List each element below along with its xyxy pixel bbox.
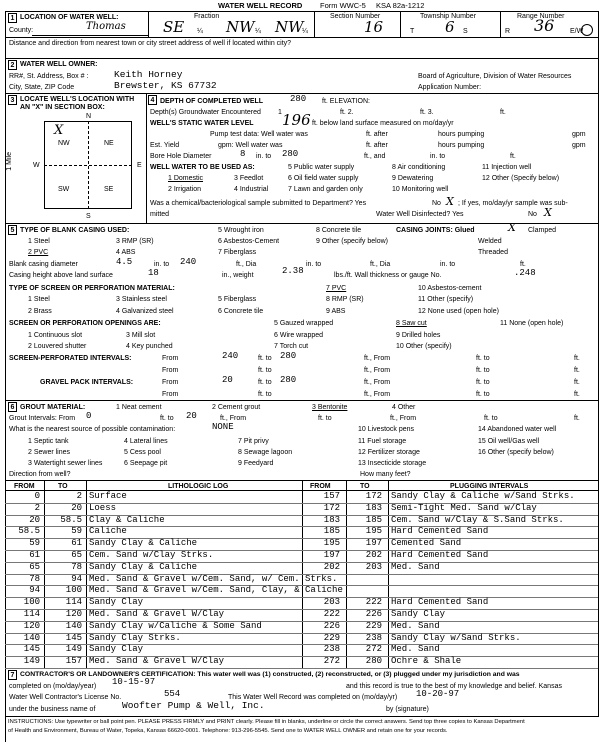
plug-row-to: 172 <box>365 491 382 501</box>
log-row-description: Med. Sand & Gravel W/Clay <box>89 609 225 619</box>
section-6-number: 6 <box>8 402 17 412</box>
log-row-from: 100 <box>23 597 40 608</box>
plug-row-from: 203 <box>323 597 340 608</box>
instructions-line-1: INSTRUCTIONS: Use typewriter or ball point pen. PLEASE PRESS FIRMLY and PRINT clearly. Please fill in blanks, underline or circle the correct answers. Send top three copies to Kansas Department <box>8 719 525 725</box>
grout-to: 20 <box>186 411 197 421</box>
section-5-number: 5 <box>8 225 17 235</box>
county-underline <box>32 35 148 36</box>
certification-text: CONTRACTOR'S OR LANDOWNER'S CERTIFICATION: This water well was (1) constructed, (2) reconstructed, or (3) plugged under my jurisdiction and was <box>20 671 520 678</box>
mile-label: 1 Mile <box>6 152 13 171</box>
range-value: 36 <box>534 16 555 35</box>
log-row-from: 59 <box>29 538 40 549</box>
log-row-from: 58.5 <box>18 526 40 537</box>
casing-depth: 240 <box>180 257 197 267</box>
frame-right <box>598 11 599 717</box>
county-value: Thomas <box>86 21 126 32</box>
log-row-to: 65 <box>71 550 82 560</box>
form-title: WATER WELL RECORD <box>218 1 303 10</box>
plug-row-from: 195 <box>323 538 340 549</box>
plug-row-to: 222 <box>365 597 382 608</box>
statute: KSA 82a-1212 <box>376 1 425 10</box>
owner-city: Brewster, KS 67732 <box>114 80 217 91</box>
casing-height: 18 <box>148 268 159 278</box>
township-value: 6 <box>445 18 455 36</box>
log-row-to: 157 <box>65 656 82 667</box>
owner-title: WATER WELL OWNER: <box>20 61 98 68</box>
log-row-to: 145 <box>65 632 82 643</box>
plug-row-description: Hard Cemented Sand <box>391 597 489 608</box>
casing-weight: 2.38 <box>282 266 304 276</box>
plug-row-from: 222 <box>323 609 340 619</box>
log-row-description: Sandy Clay w/Caliche & Some Sand <box>89 620 262 631</box>
plug-row-from: 202 <box>323 561 340 572</box>
screen-to: 280 <box>280 351 297 361</box>
plug-row-from: 185 <box>323 526 340 537</box>
plug-row-from: 197 <box>323 550 340 560</box>
license-number: 554 <box>164 689 181 699</box>
log-row-description: Med. Sand & Gravel w/Cem. Sand, Clay, & Caliche <box>89 585 343 596</box>
log-row-to: 114 <box>65 597 82 608</box>
plug-row-description: Semi-Tight Med. Sand w/Clay <box>391 502 537 513</box>
plug-row-description: Med. Sand <box>391 561 440 572</box>
plug-row-to: 183 <box>365 502 382 513</box>
log-row-from: 94 <box>29 585 40 596</box>
instructions-line-2: of Health and Environment, Bureau of Water, Topeka, Kansas 66620-0001. Telephone: 913-296-5545. Send one to WATER WELL OWNER and retain one for your records. <box>8 728 448 734</box>
log-row-description: Sandy Clay & Caliche <box>89 561 198 572</box>
plug-row-description: Ochre & Shale <box>391 656 462 667</box>
completed-date: 10-15-97 <box>112 677 156 687</box>
fraction-2: NW <box>226 18 255 36</box>
business-name: Woofter Pump & Well, Inc. <box>122 700 265 711</box>
log-row-description: Med. Sand & Gravel W/Clay <box>89 656 225 667</box>
plug-row-description: Med. Sand <box>391 644 440 655</box>
grout-from: 0 <box>86 411 92 421</box>
plug-row-description: Cemented Sand <box>391 538 462 549</box>
plug-row-description: Sandy Clay w/Sand Strks. <box>391 632 521 643</box>
app-label: Application Number: <box>418 84 482 91</box>
log-row-description: Sandy Clay <box>89 597 144 608</box>
log-row-description: Caliche <box>89 526 127 537</box>
log-row-from: 140 <box>23 632 40 643</box>
plug-row-to: 229 <box>365 620 382 631</box>
log-row-description: Cem. Sand w/Clay Strks. <box>89 550 214 560</box>
form-id: Form WWC-5 <box>320 1 366 10</box>
log-row-description: Sandy Clay <box>89 644 144 655</box>
log-row-from: 20 <box>29 514 40 525</box>
log-row-to: 2 <box>76 491 82 501</box>
log-row-from: 61 <box>29 550 40 560</box>
wall-gauge: .248 <box>514 268 536 278</box>
plug-row-from: 272 <box>323 656 340 667</box>
plug-row-to: 202 <box>365 550 382 560</box>
plug-row-description: Hard Cemented Sand <box>391 550 489 560</box>
log-row-to: 120 <box>65 609 82 619</box>
record-date: 10-20-97 <box>416 689 460 699</box>
log-row-to: 78 <box>71 561 82 572</box>
section-7-number: 7 <box>8 670 17 680</box>
range-w-circle <box>581 24 593 36</box>
rr-label: RR#, St. Address, Box # : <box>9 73 89 80</box>
log-row-description: Sandy Clay & Caliche <box>89 538 198 549</box>
location-x-mark: X <box>54 123 64 138</box>
gravel-from: 20 <box>222 375 233 385</box>
log-row-from: 114 <box>23 609 40 619</box>
table-row <box>5 668 598 669</box>
section-label: Section Number <box>330 13 381 20</box>
range-label: Range Number <box>517 13 565 20</box>
fraction-3: NW <box>275 18 304 36</box>
casing-diameter: 4.5 <box>116 257 133 267</box>
depth-value: 280 <box>290 94 307 104</box>
log-row-to: 20 <box>71 502 82 513</box>
section-3-number: 3 <box>8 95 17 105</box>
log-row-description: Surface <box>89 491 127 501</box>
log-row-from: 78 <box>29 573 40 584</box>
log-row-description: Med. Sand & Gravel w/Cem. Sand, w/ Cem. Strks. <box>89 573 338 584</box>
fraction-label: Fraction <box>194 13 220 20</box>
city-label: City, State, ZIP Code <box>9 84 75 91</box>
log-row-description: Sandy Clay Strks. <box>89 632 181 643</box>
log-row-from: 65 <box>29 561 40 572</box>
static-level-value: 196 <box>282 111 311 129</box>
plug-row-description: Cem. Sand w/Clay & S.Sand Strks. <box>391 514 564 525</box>
gravel-to: 280 <box>280 375 297 385</box>
plug-row-description: Med. Sand <box>391 620 440 631</box>
section-4-number: 4 <box>148 95 157 105</box>
plug-row-to: 195 <box>365 526 382 537</box>
log-row-to: 140 <box>65 620 82 631</box>
plug-row-from: 238 <box>323 644 340 655</box>
bore-depth: 280 <box>282 149 299 159</box>
plug-row-from: 229 <box>323 632 340 643</box>
log-row-description: Loess <box>89 502 117 513</box>
range-ew: E/W <box>570 28 584 35</box>
plug-row-from: 183 <box>323 514 340 525</box>
plug-row-to: 203 <box>365 561 382 572</box>
frame-top <box>5 11 598 12</box>
distance-label: Distance and direction from nearest town or city street address of well if located within city? <box>9 40 292 47</box>
screen-from: 240 <box>222 351 239 361</box>
plug-row-description: Sandy Clay <box>391 609 446 619</box>
plug-row-to: 272 <box>365 644 382 655</box>
plug-row-to: 226 <box>365 609 382 619</box>
log-row-from: 145 <box>23 644 40 655</box>
log-row-description: Clay & Caliche <box>89 514 165 525</box>
log-row-from: 120 <box>23 620 40 631</box>
township-label: Township Number <box>420 13 477 20</box>
plug-row-to: 185 <box>365 514 382 525</box>
location-title: LOCATION OF WATER WELL: <box>20 14 119 21</box>
log-row-to: 58.5 <box>60 514 82 525</box>
bore-diameter: 8 <box>240 149 246 159</box>
county-label: County: <box>9 27 34 34</box>
log-row-to: 100 <box>65 585 82 596</box>
log-row-to: 149 <box>65 644 82 655</box>
log-row-from: 149 <box>23 656 40 667</box>
log-row-to: 61 <box>71 538 82 549</box>
board-text: Board of Agriculture, Division of Water Resources <box>418 73 572 80</box>
plug-row-to: 280 <box>365 656 382 667</box>
plug-row-from: 172 <box>323 502 340 513</box>
fraction-1: SE <box>163 18 185 36</box>
plug-row-description: Hard Cemented Sand <box>391 526 489 537</box>
log-row-to: 59 <box>71 526 82 537</box>
water-well-record-form: WATER WELL RECORD Form WWC-5 KSA 82a-1212 1 LOCATION OF WATER WELL: County: Thomas Fraction SE ¼ NW ¼ NW ¼ Section Number 16 Township Number T 6 S Range Number R 36 E/W Distance and direction from nearest town or city street address of well if located within city? 2 WATER WELL OWNER: RR#, St. Address, Box # : Keith Horney Board of Agriculture, Division of Water Resources City, State, ZIP Code Brewster, KS 67732 Application Number: 3 LOCATE WELL'S LOCATION WITH AN "X" IN SECTION BOX: N NW NE SW SE X W E S 1 Mile 4 DEPTH OF COMPLETED WELL 280 ft. ELEVATION: Depth(s) Groundwater Encountered 1 ft. 2. ft. 3. ft. WELL'S STATIC WATER LEVEL 196 ft. below land surface measured on mo/day/yr Pump test data: Well water was ft. after hours pumping gpm Est. Yield gpm: Well water was ft. after hours pumping gpm Bore Hole Diameter 8 in. to 280 ft., and in. to ft. WELL WATER TO BE USED AS: 1 Domestic 2 Irrigation 3 Feedlot 4 Industrial 5 Public water supply 6 Oil field water supply 7 Lawn and garden only 8 Air conditioning 9 Dewatering 10 Monitoring well 11 Injection well 12 Other (Specify below) Was a chemical/bacteriological sample submitted to Department? Yes No X ; If yes, mo/day/yr sample was sub- mitted Water Well Disinfected? Yes No X 5 TYPE OF BLANK CASING USED: 1 Steel 2 PVC 3 RMP (SR) 4 ABS 5 Wrought iron 6 Asbestos-Cement 7 Fiberglass 8 Concrete tile 9 Other (specify below) CASING JOINTS: Glued X Clamped Welded Threaded Blank casing diameter 4.5 in. to 240 ft., Dia in. to ft., Dia in. to ft. Casing height above land surface 18 in., weight 2.38 lbs./ft. Wall thickness or gauge No. .248 TYPE OF SCREEN OR PERFORATION MATERIAL: 1 Steel 2 Brass 3 Stainless steel 4 Galvanized steel 5 Fiberglass 6 Concrete tile 7 PVC 8 RMP (SR) 9 ABS 10 Asbestos-cement 11 Other (specify) 12 None used (open hole) SCREEN OR PERFORATION OPENINGS ARE: 1 Continuous slot 2 Louvered shutter 3 Mill slot 4 Key punched 5 Gauzed wrapped 6 Wire wrapped 7 Torch cut 8 Saw cut 9 Drilled holes 10 Other (specify) 11 None (open hole) SCREEN-PERFORATED INTERVALS: From 240 ft. to 280 ft., From ft. to ft. From ft. to ft., From ft. to ft. GRAVEL PACK INTERVALS: From 20 ft. to 280 ft., From ft. to ft. From ft. to ft., From ft. to ft. 6 GROUT MATERIAL: 1 Neat cement 2 Cement grout 3 Bentonite 4 Other Grout Intervals: From 0 ft. to 20 ft., From ft. to ft., From ft. to ft. What is the nearest source of possible contamination: NONE 1 Septic tank 2 Sewer lines 3 Watertight sewer lines 4 Lateral lines 5 Cess pool 6 Seepage pit 7 Pit privy 8 Sewage lagoon 9 Feedyard 10 Livestock pens 11 Fuel storage 12 Fertilizer storage 13 Insecticide storage 14 Abandoned water well 15 Oil well/Gas well 16 Other (specify below) Direction from well? How many feet? FROM TO LITHOLOGIC LOG FROM TO PLUGGING INTERVALS 7 CONTRACTOR'S OR LANDOWNER'S CERTIFICATION: This water well was (1) constructed, (2) reconstructed, or (3) plugged under my jurisdiction and was completed on (mo/day/year) 10-15-97 and this record is true to the best of my knowledge and belief. Kansas Water Well Contractor's License No. 554 This Water Well Record was completed on (mo/day/yr) 10-20-97 under the business name of Woofter Pump & Well, Inc. by (signature) INSTRUCTIONS: Use typewriter or ball point pen. PLEASE PRESS FIRMLY and PRINT clearly. Please fill in blanks, underline or circle the correct answers. Send top three copies to Kansas Department of Health and Environment, Bureau of Water, Topeka, Kansas 66620-0001. Telephone: 913-296-5545. Send one to WATER WELL OWNER and retain one for your records. 0 2 Surface 2 20 Loess 20 58.5 Clay & Caliche 58.5 59 Caliche 59 61 Sandy Clay & Caliche 61 65 Cem. Sand w/Clay Strks. 65 78 Sandy Clay & Caliche 78 94 Med. Sand & Gravel w/Cem. Sand, w/ Cem. Strks. 94 100 Med. Sand & Gravel w/Cem. Sand, Clay, & Caliche 100 114 Sandy Clay 114 120 Med. Sand & Gravel W/Clay 120 140 Sandy Clay w/Caliche & Some Sand 140 145 Sandy Clay Strks. 145 149 Sandy Clay 149 157 Med. Sand & Gravel W/Clay 157 172 Sandy Clay & Caliche w/Sand Strks. 172 183 Semi-Tight Med. Sand w/Clay 183 185 Cem. Sand w/Clay & S.Sand Strks. 185 195 Hard Cemented Sand 195 197 Cemented Sand 197 202 Hard Cemented Sand 202 203 Med. Sand 203 222 Hard Cemented Sand 222 226 Sandy Clay 226 229 Med. Sand 229 238 Sandy Clay w/Sand Strks. 238 272 Med. Sand 272 280 Ochre & Shale <box>0 0 603 746</box>
plug-row-to: 238 <box>365 632 382 643</box>
section-value: 16 <box>364 18 384 36</box>
plug-row-from: 157 <box>323 491 340 501</box>
plug-row-to: 197 <box>365 538 382 549</box>
owner-name: Keith Horney <box>114 69 183 80</box>
plug-row-from: 226 <box>323 620 340 631</box>
section-2-number: 2 <box>8 60 17 70</box>
section-1-number: 1 <box>8 13 17 23</box>
plug-row-description: Sandy Clay & Caliche w/Sand Strks. <box>391 491 575 501</box>
log-row-from: 0 <box>34 491 40 501</box>
log-row-to: 94 <box>71 573 82 584</box>
log-row-from: 2 <box>34 502 40 513</box>
contamination-value: NONE <box>212 422 234 432</box>
